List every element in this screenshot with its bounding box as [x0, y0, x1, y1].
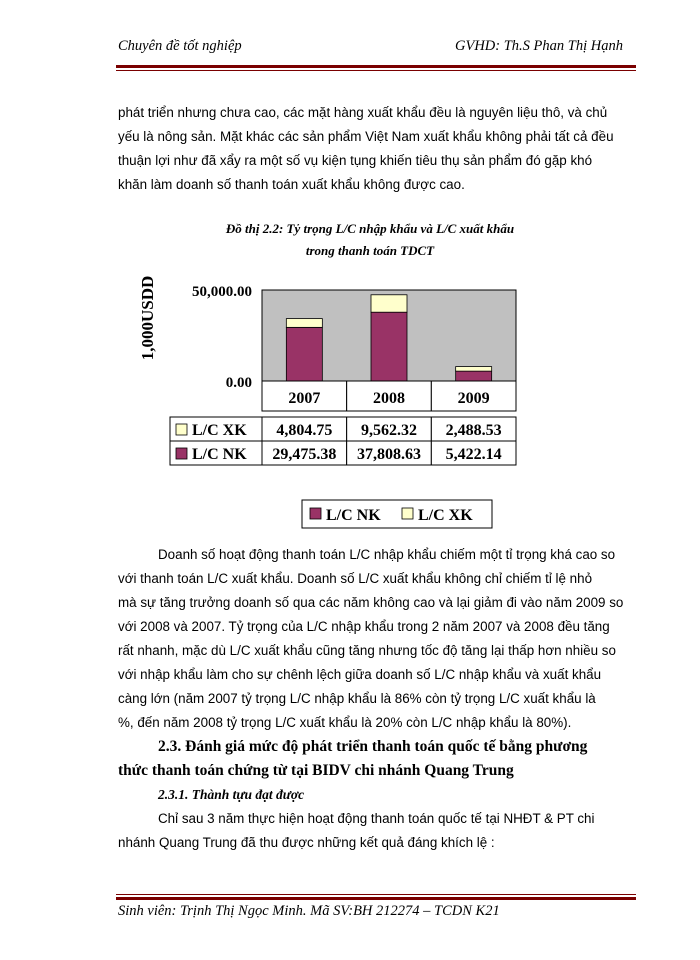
subsection-heading-2-3-1: 2.3.1. Thành tựu đạt được: [158, 787, 305, 802]
bar-segment: [286, 319, 322, 328]
bar-segment: [456, 371, 492, 381]
paragraph-line: rất nhanh, mặc dù L/C xuất khẩu cũng tăng nhưng tốc độ tăng lại thấp hơn nhiều so: [118, 643, 616, 658]
chart-title-line-2: trong thanh toán TDCT: [305, 243, 435, 258]
legend-swatch: [402, 508, 413, 519]
paragraph-line: càng lớn (năm 2007 tỷ trọng L/C nhập khẩu là 86% còn tỷ trọng L/C xuất khẩu là: [118, 691, 596, 706]
legend-label: L/C XK: [418, 507, 473, 524]
data-label: 9,562.32: [361, 422, 417, 439]
table-row-label: L/C NK: [192, 446, 247, 463]
data-label: 37,808.63: [357, 446, 421, 463]
footer-text: Sinh viên: Trịnh Thị Ngọc Minh. Mã SV:BH 212274 – TCDN K21: [118, 903, 500, 919]
paragraph-line: mà sự tăng trưởng doanh số qua các năm không cao và lại giảm đi vào năm 2009 so: [118, 595, 624, 610]
header-left: Chuyên đề tốt nghiệp: [118, 38, 242, 54]
legend-label: L/C NK: [326, 507, 381, 524]
y-axis-title: 1,000USDD: [138, 275, 157, 361]
bar-segment: [286, 327, 322, 381]
section-heading-2-3-line-2: thức thanh toán chứng từ tại BIDV chi nhánh Quang Trung: [118, 762, 514, 779]
y-tick-label: 0.00: [225, 375, 252, 391]
paragraph-line: %, đến năm 2008 tỷ trọng L/C xuất khẩu là 20% còn L/C nhập khẩu là 80%).: [118, 715, 572, 730]
chart-title-line-1: Đồ thị 2.2: Tỷ trọng L/C nhập khẩu và L/C xuất khẩu: [225, 221, 515, 236]
legend-swatch: [176, 448, 187, 459]
y-tick-label: 50,000.00: [192, 284, 252, 300]
data-label: 5,422.14: [445, 446, 502, 463]
legend-swatch: [310, 508, 321, 519]
bar-segment: [371, 295, 407, 312]
paragraph-line: với thanh toán L/C xuất khẩu. Doanh số L/C xuất khẩu không chỉ chiếm tỉ lệ nhỏ: [118, 571, 593, 586]
data-label: 29,475.38: [272, 446, 337, 463]
legend-swatch: [176, 424, 187, 435]
paragraph-line: với 2008 và 2007. Tỷ trọng của L/C nhập khẩu trong 2 năm 2007 và 2008 đều tăng: [118, 619, 610, 634]
paragraph-line: yếu là nông sản. Mặt khác các sản phẩm Việt Nam xuất khẩu không phải tất cả đều: [118, 129, 614, 144]
bar-segment: [456, 367, 492, 372]
data-label: 4,804.75: [276, 422, 333, 439]
paragraph-2: [118, 543, 632, 735]
paragraph-line: khăn làm doanh số thanh toán xuất khẩu không được cao.: [118, 177, 465, 192]
paragraph-3: [118, 807, 632, 855]
category-label: 2009: [457, 390, 490, 407]
paragraph-line: nhánh Quang Trung đã thu được những kết quả đáng khích lệ :: [118, 835, 495, 850]
paragraph-line: thuận lợi như đã xẩy ra một số vụ kiện tụng khiến tiêu thụ sản phẩm đó gặp khó: [118, 153, 593, 168]
category-label: 2008: [373, 390, 405, 407]
data-label: 2,488.53: [445, 422, 502, 439]
paragraph-line: Chỉ sau 3 năm thực hiện hoạt động thanh toán quốc tế tại NHĐT & PT chi: [158, 811, 595, 826]
paragraph-line: Doanh số hoạt động thanh toán L/C nhập khẩu chiếm một tỉ trọng khá cao so: [158, 547, 616, 562]
footer-rule-thin: [116, 894, 636, 895]
category-label: 2007: [288, 390, 321, 407]
paragraph-line: phát triển nhưng chưa cao, các mặt hàng xuất khẩu đều là nguyên liệu thô, và chủ: [118, 105, 608, 120]
header-right: GVHD: Th.S Phan Thị Hạnh: [455, 38, 623, 54]
section-heading-2-3-line-1: 2.3. Đánh giá mức độ phát triển thanh toán quốc tế bằng phương: [158, 738, 588, 755]
footer-rule-thick: [116, 897, 636, 900]
paragraph-line: với nhập khẩu làm cho sự chênh lệch giữa doanh số L/C nhập khẩu và xuất khẩu: [118, 667, 602, 682]
bar-segment: [371, 312, 407, 381]
table-row-label: L/C XK: [192, 422, 247, 439]
